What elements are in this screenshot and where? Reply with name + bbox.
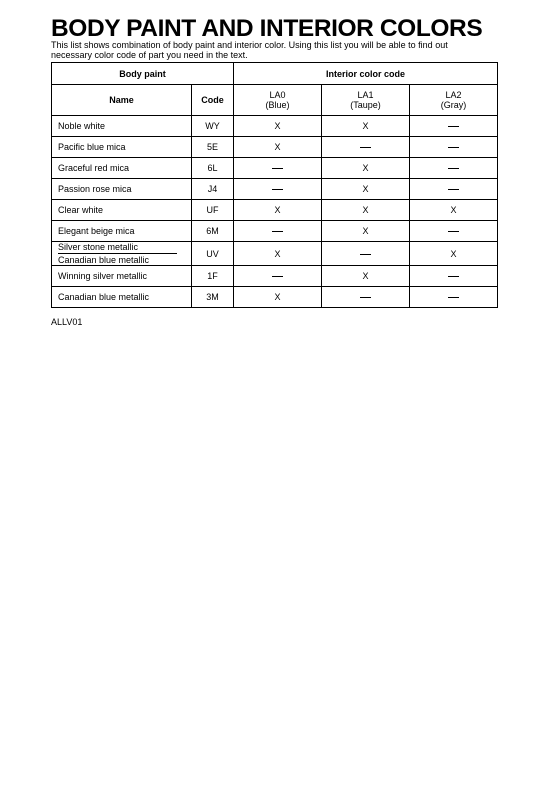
column-header-la2 [410,85,498,116]
interior-la1-cell: X [322,116,410,137]
table-row [52,116,498,137]
interior-la1-cell: X [322,266,410,287]
interior-la2-cell [410,266,498,287]
paint-name-cell: Passion rose mica [52,179,192,200]
interior-la2-cell [410,116,498,137]
paint-name-cell: Clear white [52,200,192,221]
dash-mark [448,168,459,169]
interior-la0-cell: X [234,137,322,158]
table-body [52,116,498,308]
table-row [52,158,498,179]
interior-code-la2: LA2 [445,90,462,100]
table-row [52,200,498,221]
interior-la1-cell: X [322,221,410,242]
interior-color-la0: (Blue) [265,100,290,110]
dash-mark [448,189,459,190]
paint-code-cell: UV [192,242,234,266]
table-column-header-row [52,85,498,116]
interior-la1-cell [322,242,410,266]
paint-name-cell: Graceful red mica [52,158,192,179]
paint-code-cell: 1F [192,266,234,287]
interior-color-la1: (Taupe) [350,100,381,110]
dash-mark [360,147,371,148]
interior-la0-cell [234,266,322,287]
dash-mark [448,231,459,232]
page-title: BODY PAINT AND INTERIOR COLORS [51,15,483,42]
interior-la1-cell: X [322,158,410,179]
dash-mark [272,189,283,190]
dash-mark [360,254,371,255]
table-row [52,287,498,308]
column-header-la1 [322,85,410,116]
interior-la2-cell [410,158,498,179]
interior-la1-cell [322,287,410,308]
intro-text: This list shows combination of body paint and interior color. Using this list you will be able to find out necessary color code of part you need in the text. [51,40,448,60]
paint-name-secondary: Canadian blue metallic [58,255,150,265]
dash-mark [272,168,283,169]
table-group-header-row [52,63,498,85]
table-row [52,242,498,266]
color-combination-table [51,62,498,308]
paint-name-cell: Noble white [52,116,192,137]
interior-la0-cell [234,179,322,200]
interior-la0-cell: X [234,242,322,266]
interior-la0-cell: X [234,116,322,137]
dash-mark [448,126,459,127]
table-row [52,266,498,287]
paint-name-cell: Elegant beige mica [52,221,192,242]
column-header-code: Code [192,85,234,116]
column-header-name: Name [52,85,192,116]
dash-mark [360,297,371,298]
dash-mark [448,276,459,277]
interior-la1-cell: X [322,179,410,200]
paint-code-cell: UF [192,200,234,221]
paint-code-cell: 5E [192,137,234,158]
interior-la0-cell [234,158,322,179]
column-header-la0 [234,85,322,116]
paint-code-cell: WY [192,116,234,137]
interior-la0-cell: X [234,287,322,308]
interior-la2-cell [410,179,498,200]
table-row [52,179,498,200]
interior-code-la0: LA0 [269,90,286,100]
paint-name: Silver stone metallic [58,242,177,254]
interior-la1-cell [322,137,410,158]
paint-code-cell: 3M [192,287,234,308]
table-row [52,137,498,158]
interior-la1-cell: X [322,200,410,221]
table-row [52,221,498,242]
interior-la2-cell: X [410,200,498,221]
paint-name-cell [52,242,192,266]
interior-la2-cell [410,221,498,242]
footer-code: ALLV01 [51,317,83,327]
paint-code-cell: 6L [192,158,234,179]
interior-la0-cell [234,221,322,242]
paint-name-cell: Pacific blue mica [52,137,192,158]
interior-code-la1: LA1 [357,90,374,100]
dash-mark [448,297,459,298]
interior-la2-cell [410,287,498,308]
dash-mark [272,231,283,232]
group-header-body-paint: Body paint [52,63,234,85]
interior-la2-cell [410,137,498,158]
paint-code-cell: 6M [192,221,234,242]
interior-color-la2: (Gray) [440,100,467,110]
dash-mark [272,276,283,277]
interior-la0-cell: X [234,200,322,221]
paint-code-cell: J4 [192,179,234,200]
paint-name-cell: Winning silver metallic [52,266,192,287]
paint-name-cell: Canadian blue metallic [52,287,192,308]
group-header-interior: Interior color code [234,63,498,85]
dash-mark [448,147,459,148]
interior-la2-cell: X [410,242,498,266]
